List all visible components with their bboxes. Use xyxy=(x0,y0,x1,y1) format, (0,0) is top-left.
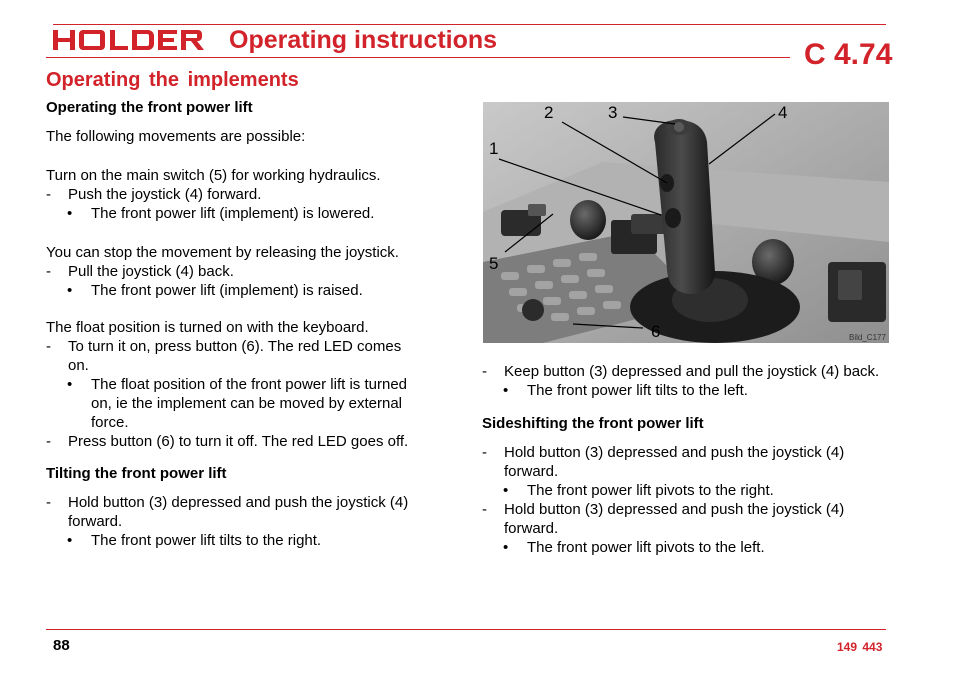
list-item: - Keep button (3) depressed and pull the joystick (4) back. xyxy=(482,363,880,380)
left-column xyxy=(46,98,446,550)
bullet-marker: • xyxy=(67,376,73,393)
figure-label: 6 xyxy=(651,322,661,341)
paragraph-main-switch: Turn on the main switch (5) for working hydraulics. xyxy=(46,167,381,184)
subheading-front-power-lift: Operating the front power lift xyxy=(46,99,253,116)
bullet-marker: • xyxy=(503,539,509,556)
list-item: • The front power lift pivots to the right. xyxy=(503,482,774,499)
intro-text: The following movements are possible: xyxy=(46,128,306,145)
dash-marker: - xyxy=(482,444,487,461)
list-item: • The front power lift (implement) is lowered. xyxy=(67,205,375,222)
joystick-illustration xyxy=(483,102,889,343)
joystick-photo xyxy=(483,102,889,343)
bullet-marker: • xyxy=(67,205,73,222)
chapter-code: C 4.74 xyxy=(804,38,893,71)
header-top-rule xyxy=(53,24,886,25)
list-item: • The front power lift tilts to the right. xyxy=(67,532,322,549)
section-title: Operating the implements xyxy=(46,69,299,91)
footer-rule xyxy=(46,629,886,630)
header-bottom-rule xyxy=(46,57,790,58)
figure-label: 2 xyxy=(544,103,554,122)
list-item: - To turn it on, press button (6). The red LED comes on. xyxy=(46,338,402,374)
dash-marker: - xyxy=(46,494,51,511)
bullet-marker: • xyxy=(503,382,509,399)
subheading-sideshifting: Sideshifting the front power lift xyxy=(482,415,704,432)
list-item: - Hold button (3) depressed and push the joystick (4) forward. xyxy=(46,494,409,530)
bullet-marker: • xyxy=(67,532,73,549)
subheading-tilting: Tilting the front power lift xyxy=(46,465,227,482)
figure-label: 3 xyxy=(608,103,618,122)
bullet-marker: • xyxy=(67,282,73,299)
dash-marker: - xyxy=(482,501,487,518)
figure-caption: Bild_C177 xyxy=(849,333,886,342)
document-number: 149 443 xyxy=(837,640,883,654)
dash-marker: - xyxy=(46,186,51,203)
page-number: 88 xyxy=(53,637,70,654)
figure-label: 4 xyxy=(778,103,788,122)
dash-marker: - xyxy=(46,338,51,355)
right-column xyxy=(482,362,882,557)
paragraph-stop-movement: You can stop the movement by releasing the joystick. xyxy=(46,244,399,261)
header-title: Operating instructions xyxy=(229,26,498,54)
list-item: - Push the joystick (4) forward. xyxy=(46,186,262,203)
figure-label: 5 xyxy=(489,254,499,273)
list-item: - Hold button (3) depressed and push the joystick (4) forward. xyxy=(482,501,845,537)
list-item: • The float position of the front power lift is turned on, ie the implement can be moved by external force. xyxy=(67,376,408,431)
list-item: • The front power lift pivots to the left. xyxy=(503,539,765,556)
dash-marker: - xyxy=(46,433,51,450)
list-item: - Hold button (3) depressed and push the joystick (4) forward. xyxy=(482,444,845,480)
figure-label: 1 xyxy=(489,139,499,158)
dash-marker: - xyxy=(482,363,487,380)
paragraph-float-position: The float position is turned on with the keyboard. xyxy=(46,319,369,336)
list-item: • The front power lift tilts to the left. xyxy=(503,382,748,399)
list-item: • The front power lift (implement) is raised. xyxy=(67,282,363,299)
dash-marker: - xyxy=(46,263,51,280)
list-item: - Pull the joystick (4) back. xyxy=(46,263,234,280)
list-item: - Press button (6) to turn it off. The red LED goes off. xyxy=(46,433,409,450)
holder-logo xyxy=(53,28,205,57)
bullet-marker: • xyxy=(503,482,509,499)
